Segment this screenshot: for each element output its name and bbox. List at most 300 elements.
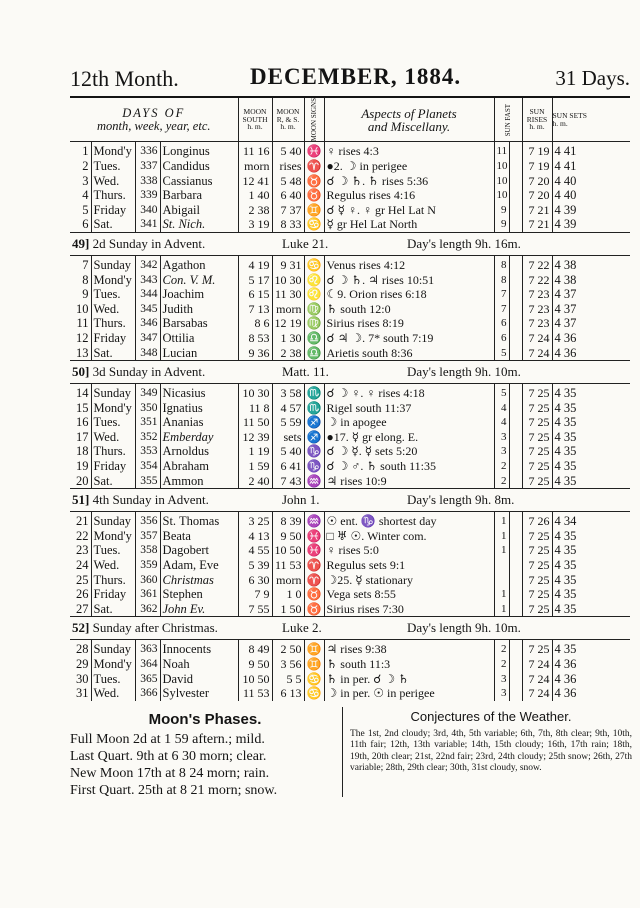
day-of-year: 347 <box>135 331 160 346</box>
moon-sign-icon: ♊ <box>304 203 324 218</box>
moon-rise-set: 2 50 <box>272 640 304 657</box>
sun-fast-spacer <box>509 444 522 459</box>
sun-rises: 7 23 <box>522 316 552 331</box>
moon-south: 8 49 <box>238 640 272 657</box>
sun-sets: 4 36 <box>552 686 630 701</box>
moon-south: 1 40 <box>238 188 272 203</box>
day-of-month: 9 <box>82 287 89 302</box>
sun-fast-spacer <box>509 287 522 302</box>
moon-south: 7 55 <box>238 602 272 617</box>
day-of-year: 363 <box>135 640 160 657</box>
sun-rises: 7 21 <box>522 217 552 232</box>
sunday-row <box>70 617 630 640</box>
day-of-year: 349 <box>135 384 160 401</box>
sunday-cell <box>70 489 630 512</box>
planet-aspects: Rigel south 11:37 <box>324 401 494 416</box>
sunday-gospel: Luke 21. <box>282 235 329 251</box>
sun-rises: 7 25 <box>522 587 552 602</box>
day-of-month: 2 <box>82 158 89 173</box>
moon-phases-title: Moon's Phases. <box>148 710 262 728</box>
moon-south: 1 59 <box>238 459 272 474</box>
day-of-week: Friday <box>91 331 135 346</box>
sun-rises: 7 24 <box>522 346 552 361</box>
saint-name: Ananias <box>160 415 238 430</box>
sun-sets: 4 35 <box>552 573 630 588</box>
sun-sets: 4 35 <box>552 587 630 602</box>
sun-fast: 11 <box>494 142 509 159</box>
sun-rises: 7 25 <box>522 401 552 416</box>
sun-fast-spacer <box>509 255 522 272</box>
column-header-row <box>70 98 630 142</box>
moon-rise-set: 5 5 <box>272 672 304 687</box>
day-of-year: 361 <box>135 587 160 602</box>
sun-fast: 1 <box>494 543 509 558</box>
sun-rises: 7 25 <box>522 602 552 617</box>
moon-south: 2 38 <box>238 203 272 218</box>
footer-divider <box>342 707 343 797</box>
moon-sign-icon: ♉ <box>304 587 324 602</box>
sun-sets: 4 41 <box>552 159 630 174</box>
day-row <box>70 529 630 544</box>
planet-aspects: ☌ ☽ ♀. ♀ rises 4:18 <box>324 384 494 401</box>
day-of-week: Sat. <box>91 602 135 617</box>
sun-rises: 7 26 <box>522 512 552 529</box>
gospel-group <box>282 617 407 639</box>
sun-sets: 4 35 <box>552 459 630 474</box>
moon-south: 9 36 <box>238 346 272 361</box>
sunday-name-group <box>72 617 282 639</box>
saint-name: Abraham <box>160 459 238 474</box>
gospel-group <box>282 489 407 511</box>
moon-sign-icon: ♓ <box>304 142 324 159</box>
moon-rise-set: 5 40 <box>272 444 304 459</box>
sun-sets: 4 37 <box>552 287 630 302</box>
sunday-cell <box>70 232 630 255</box>
sun-sets-header <box>552 98 630 142</box>
day-of-year: 342 <box>135 255 160 272</box>
aspects-label: Aspects of Planets <box>361 105 457 121</box>
day-of-month: 23 <box>76 543 89 558</box>
sun-fast-spacer <box>509 459 522 474</box>
day-of-week: Mond'y <box>91 401 135 416</box>
day-of-month: 29 <box>76 657 89 671</box>
planet-aspects: ☌ ☽ ☿. ☿ sets 5:20 <box>324 444 494 459</box>
day-row <box>70 672 630 687</box>
sunday-gospel: John 1. <box>282 492 320 508</box>
moon-rise-set: 9 50 <box>272 529 304 544</box>
moon-sign-icon: ♊ <box>304 657 324 672</box>
sunday-row <box>70 232 630 255</box>
moon-rise-set: rises <box>272 159 304 174</box>
sunday-number: 52] <box>72 620 90 636</box>
moon-rise-set: 5 40 <box>272 142 304 159</box>
sun-fast: 6 <box>494 316 509 331</box>
day-of-year: 360 <box>135 573 160 588</box>
sunday-number: 50] <box>72 364 90 380</box>
planet-aspects: ♄ south 11:3 <box>324 657 494 672</box>
day-of-month: 19 <box>76 459 89 474</box>
sun-sets: 4 35 <box>552 558 630 573</box>
day-of-month: 8 <box>82 272 89 287</box>
day-row <box>70 142 630 159</box>
weather-conjectures <box>350 709 632 775</box>
sunday-gospel: Luke 2. <box>282 620 322 636</box>
sun-sets: 4 36 <box>552 657 630 672</box>
sun-fast-spacer <box>509 430 522 445</box>
day-of-week: Thurs. <box>91 316 135 331</box>
moon-sign-icon: ♉ <box>304 174 324 189</box>
moon-sign-icon: ♋ <box>304 217 324 232</box>
sun-rises: 7 25 <box>522 430 552 445</box>
moon-sign-icon: ♈ <box>304 558 324 573</box>
phase-last-quarter: Last Quart. 9th at 6 30 morn; clear. <box>70 748 267 764</box>
moon-sign-icon: ♋ <box>304 686 324 701</box>
day-of-week: Sunday <box>91 255 135 272</box>
sun-rises: 7 21 <box>522 203 552 218</box>
sun-fast: 3 <box>494 672 509 687</box>
moon-rise-set: 8 39 <box>272 512 304 529</box>
sun-sets-label: SUN SETS <box>552 111 587 121</box>
saint-name: Judith <box>160 302 238 317</box>
moon-rise-set: 1 30 <box>272 331 304 346</box>
moon-sign-icon: ♋ <box>304 672 324 687</box>
day-row <box>70 384 630 401</box>
saint-name: Barbara <box>160 188 238 203</box>
day-of-month: 21 <box>76 514 89 529</box>
day-row <box>70 401 630 416</box>
moon-sign-icon: ♐ <box>304 430 324 445</box>
sun-rises: 7 25 <box>522 543 552 558</box>
sun-fast-spacer <box>509 602 522 617</box>
moon-rise-set: 11 30 <box>272 287 304 302</box>
saint-name: Candidus <box>160 159 238 174</box>
sunday-row <box>70 361 630 384</box>
sun-fast: 4 <box>494 401 509 416</box>
moon-south: 9 50 <box>238 657 272 672</box>
sun-fast-spacer <box>509 302 522 317</box>
moon-south: 11 53 <box>238 686 272 701</box>
sun-fast: 1 <box>494 587 509 602</box>
day-of-week: Mond'y <box>91 142 135 159</box>
day-of-month: 11 <box>76 316 89 331</box>
sun-sets: 4 38 <box>552 273 630 288</box>
saint-name: Con. V. M. <box>160 273 238 288</box>
sun-fast-spacer <box>509 543 522 558</box>
moon-rise-set: 10 30 <box>272 273 304 288</box>
day-of-month: 26 <box>76 587 89 602</box>
sun-fast-header <box>494 98 522 142</box>
day-row <box>70 474 630 489</box>
day-of-year: 365 <box>135 672 160 687</box>
saint-name: Noah <box>160 657 238 672</box>
day-of-week: Friday <box>91 459 135 474</box>
sun-fast-spacer <box>509 474 522 489</box>
gospel-group <box>282 361 407 383</box>
day-row <box>70 255 630 272</box>
day-of-week: Wed. <box>91 174 135 189</box>
moon-south: 12 41 <box>238 174 272 189</box>
sun-rises: 7 22 <box>522 255 552 272</box>
saint-name: Beata <box>160 529 238 544</box>
planet-aspects: Venus rises 4:12 <box>324 255 494 272</box>
sunday-number: 49] <box>72 235 90 251</box>
saint-name: Arnoldus <box>160 444 238 459</box>
day-of-year: 343 <box>135 273 160 288</box>
day-of-week: Tues. <box>91 287 135 302</box>
sun-sets: 4 36 <box>552 331 630 346</box>
day-of-week: Sat. <box>91 217 135 232</box>
sun-sets: 4 35 <box>552 401 630 416</box>
sun-fast: 7 <box>494 287 509 302</box>
moon-signs-label: MOON SIGNS <box>309 98 318 142</box>
days-count: 31 Days. <box>555 66 630 90</box>
sunday-cell <box>70 361 630 384</box>
planet-aspects: ♄ south 12:0 <box>324 302 494 317</box>
sun-rises: 7 23 <box>522 287 552 302</box>
moon-rise-set: 9 31 <box>272 255 304 272</box>
day-length: Day's length 9h. 16m. <box>407 235 521 251</box>
day-of-month: 14 <box>76 386 89 401</box>
days-of-label: DAYS OF <box>122 106 186 121</box>
sunday-number: 51] <box>72 492 90 508</box>
sun-rises: 7 25 <box>522 558 552 573</box>
moon-sign-icon: ♑ <box>304 459 324 474</box>
saint-name: Cassianus <box>160 174 238 189</box>
sun-rises: 7 24 <box>522 686 552 701</box>
sun-rises: 7 24 <box>522 331 552 346</box>
day-of-week: Friday <box>91 587 135 602</box>
sun-fast: 9 <box>494 203 509 218</box>
sun-fast: 3 <box>494 686 509 701</box>
planet-aspects: ☽25. ☿ stationary <box>324 573 494 588</box>
day-of-week: Mond'y <box>91 529 135 544</box>
moon-sign-icon: ♈ <box>304 159 324 174</box>
moon-rise-set: sets <box>272 430 304 445</box>
saint-name: Dagobert <box>160 543 238 558</box>
moon-south: 6 15 <box>238 287 272 302</box>
moon-south: 8 6 <box>238 316 272 331</box>
sun-fast: 3 <box>494 430 509 445</box>
moon-sign-icon: ♋ <box>304 255 324 272</box>
day-of-month: 17 <box>76 429 89 444</box>
day-of-month: 31 <box>76 686 89 701</box>
planet-aspects: Regulus rises 4:16 <box>324 188 494 203</box>
day-of-week: Mond'y <box>91 273 135 288</box>
moon-south-header <box>238 98 272 142</box>
day-of-week: Wed. <box>91 686 135 701</box>
sun-fast: 8 <box>494 273 509 288</box>
sun-fast-spacer <box>509 415 522 430</box>
moon-south: 6 30 <box>238 573 272 588</box>
planet-aspects: ♃ rises 10:9 <box>324 474 494 489</box>
moon-rise-set: 2 38 <box>272 346 304 361</box>
day-row <box>70 287 630 302</box>
moon-south: 11 50 <box>238 415 272 430</box>
sun-fast: 9 <box>494 217 509 232</box>
day-of-week: Thurs. <box>91 573 135 588</box>
moon-south: 10 30 <box>238 384 272 401</box>
planet-aspects: ☽ in apogee <box>324 415 494 430</box>
sunday-name: 2d Sunday in Advent. <box>92 235 206 251</box>
day-of-month: 30 <box>76 671 89 686</box>
day-of-year: 339 <box>135 188 160 203</box>
sun-sets: 4 39 <box>552 203 630 218</box>
planet-aspects: ☾9. Orion rises 6:18 <box>324 287 494 302</box>
moon-rs-units: h. m. <box>280 122 296 132</box>
sun-fast-spacer <box>509 573 522 588</box>
sunday-gospel: Matt. 11. <box>282 364 329 380</box>
planet-aspects: ♀ rises 4:3 <box>324 142 494 159</box>
moon-south: 8 53 <box>238 331 272 346</box>
calendar-body <box>70 142 630 701</box>
sun-rises: 7 19 <box>522 159 552 174</box>
saint-name: Christmas <box>160 573 238 588</box>
day-of-month: 25 <box>76 572 89 587</box>
day-row <box>70 174 630 189</box>
day-of-month: 20 <box>76 473 89 488</box>
moon-sign-icon: ♓ <box>304 529 324 544</box>
saint-name: Stephen <box>160 587 238 602</box>
planet-aspects: Vega sets 8:55 <box>324 587 494 602</box>
day-of-month: 27 <box>76 601 89 616</box>
saint-name: Joachim <box>160 287 238 302</box>
sun-fast-spacer <box>509 384 522 401</box>
sun-rises: 7 24 <box>522 657 552 672</box>
sun-fast-spacer <box>509 174 522 189</box>
day-of-month: 5 <box>82 202 89 217</box>
planet-aspects: ☉ ent. ♑ shortest day <box>324 512 494 529</box>
sun-sets: 4 35 <box>552 640 630 657</box>
sun-fast-spacer <box>509 273 522 288</box>
sun-fast: 10 <box>494 159 509 174</box>
sun-sets: 4 35 <box>552 444 630 459</box>
sun-fast: 5 <box>494 346 509 361</box>
sun-fast <box>494 558 509 573</box>
day-of-year: 356 <box>135 512 160 529</box>
sun-fast-spacer <box>509 203 522 218</box>
saint-name: Ammon <box>160 474 238 489</box>
moon-rise-set: 10 50 <box>272 543 304 558</box>
planet-aspects: ♀ rises 5:0 <box>324 543 494 558</box>
day-row <box>70 543 630 558</box>
sun-fast: 10 <box>494 174 509 189</box>
day-row <box>70 346 630 361</box>
day-of-year: 344 <box>135 287 160 302</box>
day-of-year: 340 <box>135 203 160 218</box>
moon-south: 5 39 <box>238 558 272 573</box>
day-of-month: 15 <box>76 400 89 415</box>
moon-sign-icon: ♌ <box>304 273 324 288</box>
moon-sign-icon: ♎ <box>304 346 324 361</box>
sun-sets: 4 38 <box>552 255 630 272</box>
moon-rise-set: 5 48 <box>272 174 304 189</box>
moon-rise-set: 6 40 <box>272 188 304 203</box>
planet-aspects: □ ♅ ☉. Winter com. <box>324 529 494 544</box>
sun-fast-spacer <box>509 640 522 657</box>
sun-fast-spacer <box>509 217 522 232</box>
moon-rise-set: 4 57 <box>272 401 304 416</box>
moon-south: 11 16 <box>238 142 272 159</box>
day-of-month: 1 <box>82 144 89 159</box>
moon-rise-set: morn <box>272 573 304 588</box>
day-of-month: 28 <box>76 642 89 657</box>
day-row <box>70 444 630 459</box>
planet-aspects: ☌ ☽ ♄. ♄ rises 5:36 <box>324 174 494 189</box>
sunday-name-group <box>72 233 282 255</box>
phase-first-quarter: First Quart. 25th at 8 21 morn; snow. <box>70 782 278 798</box>
day-row <box>70 573 630 588</box>
day-of-year: 336 <box>135 142 160 159</box>
day-row <box>70 188 630 203</box>
day-of-year: 341 <box>135 217 160 232</box>
planet-aspects: ☌ ☿ ♀. ♀ gr Hel Lat N <box>324 203 494 218</box>
calendar-table <box>70 98 630 701</box>
planet-aspects: Arietis south 8:36 <box>324 346 494 361</box>
moon-south: 2 40 <box>238 474 272 489</box>
saint-name: Barsabas <box>160 316 238 331</box>
moon-rise-set: 7 43 <box>272 474 304 489</box>
aspects-header <box>324 98 494 142</box>
saint-name: Sylvester <box>160 686 238 701</box>
sun-sets: 4 35 <box>552 430 630 445</box>
sun-fast-spacer <box>509 657 522 672</box>
day-of-week: Thurs. <box>91 444 135 459</box>
sun-rises-label: SUN RISES <box>526 107 548 124</box>
sun-sets: 4 40 <box>552 174 630 189</box>
saint-name: Ignatius <box>160 401 238 416</box>
day-of-week: Thurs. <box>91 188 135 203</box>
moon-rise-set: 3 56 <box>272 657 304 672</box>
day-of-week: Sunday <box>91 512 135 529</box>
sun-fast: 7 <box>494 302 509 317</box>
day-row <box>70 587 630 602</box>
sunday-row <box>70 489 630 512</box>
sun-rises: 7 20 <box>522 188 552 203</box>
moon-rs-header <box>272 98 304 142</box>
moon-rise-set: 5 59 <box>272 415 304 430</box>
moon-south: 4 19 <box>238 255 272 272</box>
day-of-year: 346 <box>135 316 160 331</box>
planet-aspects: Regulus sets 9:1 <box>324 558 494 573</box>
day-of-year: 357 <box>135 529 160 544</box>
sun-rises: 7 25 <box>522 529 552 544</box>
sun-fast-spacer <box>509 401 522 416</box>
sun-sets: 4 35 <box>552 543 630 558</box>
sun-sets: 4 36 <box>552 346 630 361</box>
day-row <box>70 203 630 218</box>
moon-sign-icon: ♎ <box>304 331 324 346</box>
saint-name: Lucian <box>160 346 238 361</box>
sunday-name: 4th Sunday in Advent. <box>92 492 209 508</box>
moon-sign-icon: ♊ <box>304 640 324 657</box>
phase-full-moon: Full Moon 2d at 1 59 aftern.; mild. <box>70 731 265 747</box>
day-of-week: Tues. <box>91 159 135 174</box>
sun-fast-spacer <box>509 512 522 529</box>
day-row <box>70 415 630 430</box>
moon-south-units: h. m. <box>247 122 263 132</box>
day-of-week: Friday <box>91 203 135 218</box>
day-length: Day's length 9h. 8m. <box>407 492 515 508</box>
saint-name: St. Nich. <box>160 217 238 232</box>
saint-name: Nicasius <box>160 384 238 401</box>
sun-fast-label: SUN FAST <box>503 103 512 136</box>
moon-south: 3 19 <box>238 217 272 232</box>
sun-fast <box>494 573 509 588</box>
sun-fast-spacer <box>509 672 522 687</box>
planet-aspects: Sirius rises 8:19 <box>324 316 494 331</box>
sun-fast: 1 <box>494 602 509 617</box>
day-of-month: 3 <box>82 173 89 188</box>
